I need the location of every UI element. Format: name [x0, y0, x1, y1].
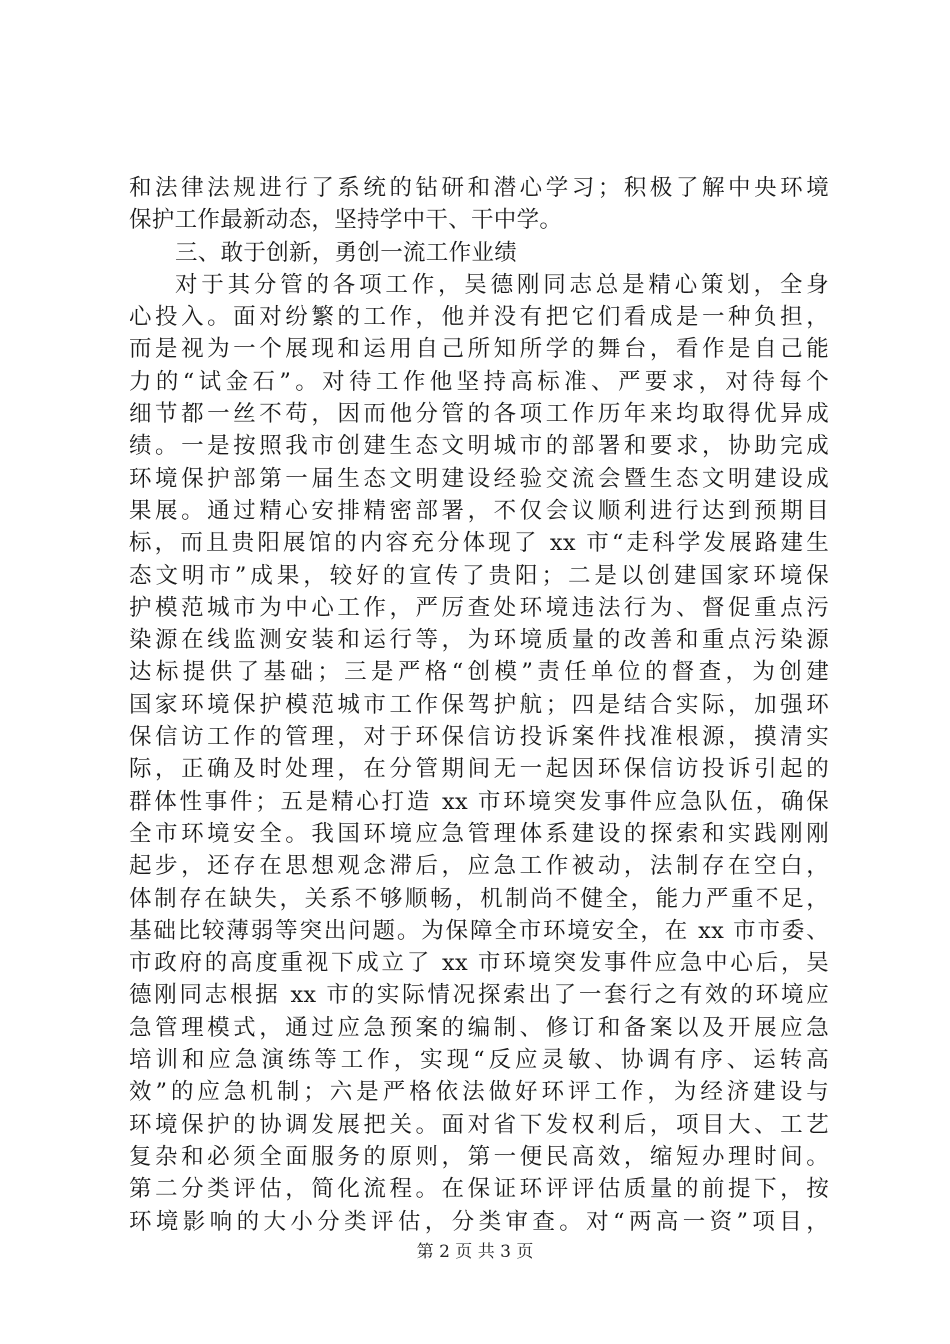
text-line: 果展。通过精心安排精密部署，不仅会议顺利进行达到预期目 — [129, 497, 829, 524]
document-body — [129, 172, 829, 1238]
text-line: 体制存在缺失，关系不够顺畅，机制尚不健全，能力严重不足， — [129, 885, 829, 912]
text-line: 第二分类评估，简化流程。在保证环评评估质量的前提下，按 — [129, 1176, 829, 1203]
text-line: 细节都一丝不苟，因而他分管的各项工作历年来均取得优异成 — [129, 401, 829, 428]
text-line: 态文明市”成果，较好的宣传了贵阳；二是以创建国家环境保 — [129, 562, 829, 589]
page-number-label: 第 2 页 共 3 页 — [416, 1242, 534, 1262]
text-line: 际，正确及时处理，在分管期间无一起因环保信访投诉引起的 — [129, 756, 829, 783]
text-line: 国家环境保护模范城市工作保驾护航；四是结合实际，加强环 — [129, 691, 829, 718]
page-footer — [0, 1241, 950, 1263]
text-line: 环境保护的协调发展把关。面对省下发权利后，项目大、工艺 — [129, 1111, 829, 1138]
text-line: 德刚同志根据 xx 市的实际情况探索出了一套行之有效的环境应 — [129, 982, 829, 1009]
text-line: 急管理模式，通过应急预案的编制、修订和备案以及开展应急 — [129, 1014, 829, 1041]
text-line: 和法律法规进行了系统的钻研和潜心学习；积极了解中央环境 — [129, 175, 829, 201]
text-line: 全市环境安全。我国环境应急管理体系建设的探索和实践刚刚 — [129, 820, 829, 847]
text-line: 复杂和必须全面服务的原则，第一便民高效，缩短办理时间。 — [129, 1143, 829, 1170]
text-line: 培训和应急演练等工作，实现“反应灵敏、协调有序、运转高 — [129, 1047, 829, 1074]
text-line: 基础比较薄弱等突出问题。为保障全市环境安全，在 xx 市市委、 — [129, 917, 829, 944]
text-line: 环境保护部第一届生态文明建设经验交流会暨生态文明建设成 — [129, 465, 829, 492]
text-line: 护模范城市为中心工作，严厉查处环境违法行为、督促重点污 — [129, 594, 829, 621]
text-line: 保信访工作的管理，对于环保信访投诉案件找准根源，摸清实 — [129, 724, 829, 751]
text-line: 而是视为一个展现和运用自己所知所学的舞台，看作是自己能 — [129, 336, 829, 363]
text-line: 三、敢于创新，勇创一流工作业绩 — [175, 239, 518, 266]
text-line: 达标提供了基础；三是严格“创模”责任单位的督查，为创建 — [129, 659, 829, 686]
text-line: 环境影响的大小分类评估，分类审查。对“两高一资”项目， — [129, 1208, 829, 1235]
text-line: 保护工作最新动态，坚持学中干、干中学。 — [129, 207, 563, 234]
text-line: 市政府的高度重视下成立了 xx 市环境突发事件应急中心后，吴 — [129, 950, 829, 977]
text-line: 心投入。面对纷繁的工作，他并没有把它们看成是一种负担， — [129, 304, 829, 331]
text-line: 对于其分管的各项工作，吴德刚同志总是精心策划，全身 — [175, 271, 829, 298]
text-line: 群体性事件；五是精心打造 xx 市环境突发事件应急队伍，确保 — [129, 788, 829, 815]
text-line: 效”的应急机制；六是严格依法做好环评工作，为经济建设与 — [129, 1079, 829, 1106]
text-line: 标，而且贵阳展馆的内容充分体现了 xx 市“走科学发展路建生 — [129, 530, 829, 557]
text-line: 起步，还存在思想观念滞后，应急工作被动，法制存在空白， — [129, 853, 829, 880]
text-line: 力的“试金石”。对待工作他坚持高标准、严要求，对待每个 — [129, 368, 829, 395]
text-line: 绩。一是按照我市创建生态文明城市的部署和要求，协助完成 — [129, 433, 829, 460]
text-line: 染源在线监测安装和运行等，为环境质量的改善和重点污染源 — [129, 627, 829, 654]
